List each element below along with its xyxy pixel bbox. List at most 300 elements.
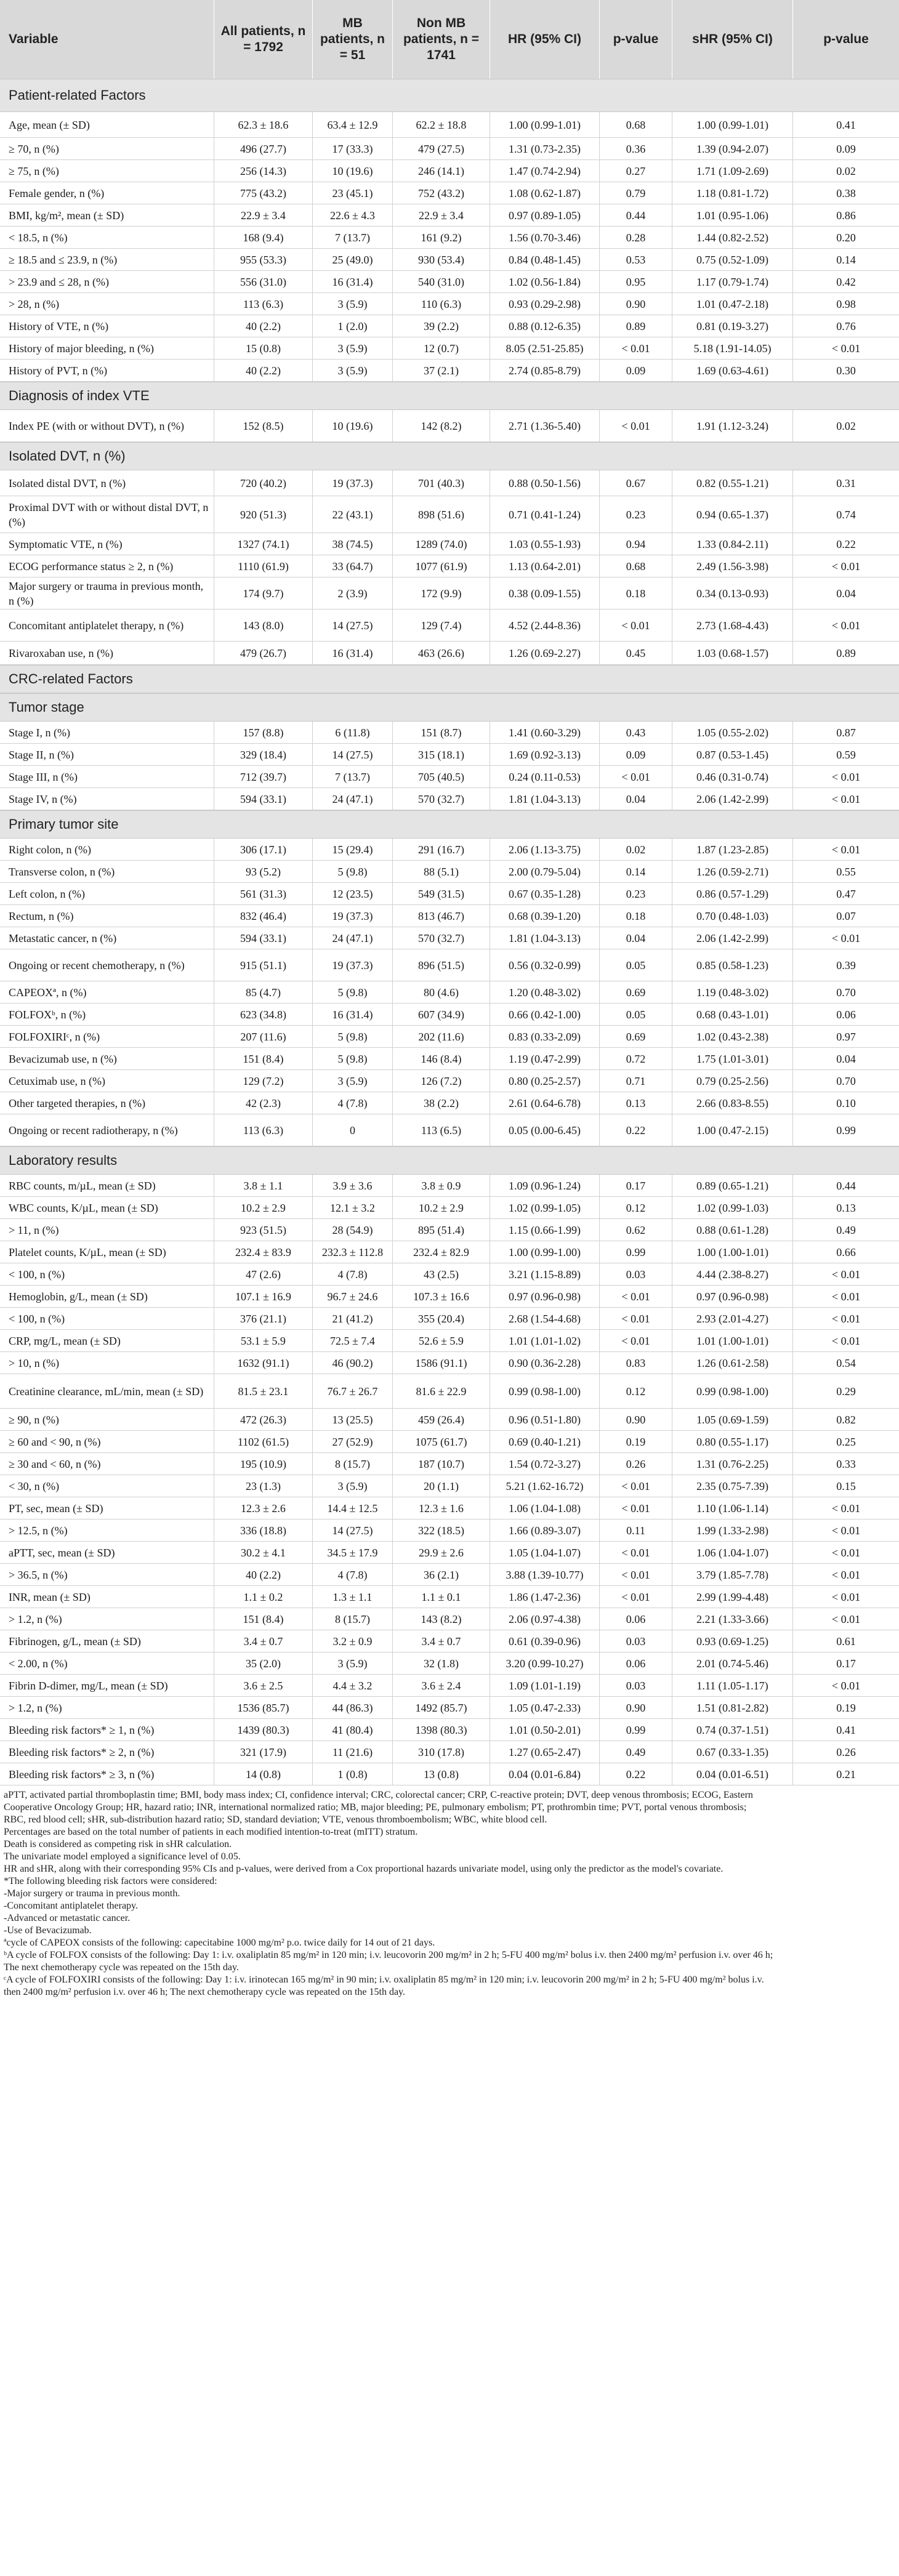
cell-shr-p-value: 0.99 [836, 1124, 856, 1137]
cell-shr-p-value: 0.70 [836, 1074, 856, 1087]
cell-non-mb-patients: 930 (53.4) [393, 249, 490, 270]
table-row [0, 722, 899, 744]
table-row [0, 788, 899, 810]
cell-shr-p-value: < 0.01 [831, 1502, 861, 1515]
cell-all-patients: 168 (9.4) [214, 227, 313, 248]
cell-variable: Other targeted therapies, n (%) [0, 1092, 214, 1114]
cell-variable: Isolated distal DVT, n (%) [0, 470, 214, 496]
cell-mb-patients: 5 (9.8) [313, 981, 393, 1003]
cell-variable: BMI, kg/m², mean (± SD) [0, 204, 214, 226]
cell-non-mb-patients: 1075 (61.7) [393, 1431, 490, 1452]
cell-variable: CRP, mg/L, mean (± SD) [0, 1330, 214, 1351]
cell-all-patients: 1102 (61.5) [214, 1431, 313, 1452]
cell-hr-p-value: < 0.01 [600, 610, 672, 641]
footnote-line: ᶜA cycle of FOLFOXIRI consists of the following: Day 1: i.v. irinotecan 165 mg/m² in 90 min; i.v. oxaliplatin 85 mg/m² in 120 min; i.v. leucovorin 200 mg/m² in 2 h; 5-FU 400 mg/m² bolus i.v. [4, 1974, 764, 1985]
cell-all-patients: 40 (2.2) [214, 360, 313, 381]
cell-shr-p-value: 0.13 [836, 1201, 856, 1214]
cell-hr: 1.47 (0.74-2.94) [490, 160, 600, 182]
table-row [0, 160, 899, 182]
section-header: Primary tumor site [0, 810, 899, 839]
cell-all-patients: 174 (9.7) [214, 578, 313, 609]
cell-mb-patients: 96.7 ± 24.6 [313, 1286, 393, 1307]
table-row [0, 470, 899, 496]
cell-non-mb-patients: 202 (11.6) [393, 1026, 490, 1047]
cell-variable: Proximal DVT with or without distal DVT, n (%) [0, 496, 214, 533]
cell-shr: 1.69 (0.63-4.61) [672, 360, 793, 381]
cell-non-mb-patients: 143 (8.2) [393, 1608, 490, 1630]
cell-hr: 1.81 (1.04-3.13) [490, 927, 600, 949]
cell-variable: Creatinine clearance, mL/min, mean (± SD) [0, 1374, 214, 1408]
cell-variable: Ongoing or recent radiotherapy, n (%) [0, 1114, 214, 1146]
cell-non-mb-patients: 62.2 ± 18.8 [393, 112, 490, 137]
cell-shr-p-value: < 0.01 [831, 1524, 861, 1537]
cell-variable: Rivaroxaban use, n (%) [0, 642, 214, 664]
cell-shr: 2.01 (0.74-5.46) [672, 1652, 793, 1674]
cell-hr: 1.02 (0.56-1.84) [490, 271, 600, 292]
cell-shr: 1.87 (1.23-2.85) [672, 839, 793, 860]
footnote-line: The univariate model employed a significance level of 0.05. [4, 1851, 241, 1862]
table-row [0, 1263, 899, 1286]
cell-hr-p-value: 0.69 [600, 981, 672, 1003]
cell-variable: < 100, n (%) [0, 1263, 214, 1285]
table-row [0, 1719, 899, 1741]
cell-shr: 0.86 (0.57-1.29) [672, 883, 793, 904]
cell-hr-p-value: 0.13 [600, 1092, 672, 1114]
cell-all-patients: 479 (26.7) [214, 642, 313, 664]
cell-hr-p-value: 0.02 [600, 839, 672, 860]
cell-shr: 3.79 (1.85-7.78) [672, 1564, 793, 1585]
cell-variable: < 30, n (%) [0, 1475, 214, 1497]
cell-hr: 4.52 (2.44-8.36) [490, 610, 600, 641]
cell-shr-p-value: < 0.01 [831, 1334, 861, 1347]
cell-variable: INR, mean (± SD) [0, 1586, 214, 1608]
cell-hr: 2.06 (1.13-3.75) [490, 839, 600, 860]
cell-hr-p-value: 0.28 [600, 227, 672, 248]
cell-mb-patients: 14 (27.5) [313, 610, 393, 641]
table-row [0, 138, 899, 160]
cell-shr-p-value: 0.04 [836, 1052, 856, 1065]
cell-shr: 4.44 (2.38-8.27) [672, 1263, 793, 1285]
cell-shr-p-value: < 0.01 [831, 843, 861, 856]
cell-non-mb-patients: 752 (43.2) [393, 182, 490, 204]
cell-hr: 1.09 (1.01-1.19) [490, 1675, 600, 1696]
cell-variable: Metastatic cancer, n (%) [0, 927, 214, 949]
cell-all-patients: 93 (5.2) [214, 861, 313, 882]
cell-hr-p-value: 0.19 [600, 1431, 672, 1452]
cell-shr: 0.82 (0.55-1.21) [672, 470, 793, 496]
cell-shr: 1.02 (0.99-1.03) [672, 1197, 793, 1218]
cell-hr: 1.06 (1.04-1.08) [490, 1497, 600, 1519]
cell-variable: Age, mean (± SD) [0, 112, 214, 137]
cell-variable: Rectum, n (%) [0, 905, 214, 927]
cell-non-mb-patients: 3.4 ± 0.7 [393, 1630, 490, 1652]
cell-mb-patients: 12.1 ± 3.2 [313, 1197, 393, 1218]
cell-hr-p-value: 0.18 [600, 578, 672, 609]
cell-non-mb-patients: 142 (8.2) [393, 410, 490, 441]
cell-hr: 0.93 (0.29-2.98) [490, 293, 600, 315]
cell-mb-patients: 8 (15.7) [313, 1453, 393, 1475]
cell-hr: 0.66 (0.42-1.00) [490, 1004, 600, 1025]
table-row [0, 610, 899, 642]
cell-non-mb-patients: 12.3 ± 1.6 [393, 1497, 490, 1519]
cell-non-mb-patients: 232.4 ± 82.9 [393, 1241, 490, 1263]
cell-non-mb-patients: 607 (34.9) [393, 1004, 490, 1025]
cell-all-patients: 62.3 ± 18.6 [214, 112, 313, 137]
cell-shr: 0.99 (0.98-1.00) [672, 1374, 793, 1408]
table-row [0, 1197, 899, 1219]
cell-shr: 1.11 (1.05-1.17) [672, 1675, 793, 1696]
footnote-line: -Concomitant antiplatelet therapy. [4, 1901, 138, 1911]
cell-mb-patients: 19 (37.3) [313, 470, 393, 496]
table-row [0, 1374, 899, 1409]
cell-hr: 1.08 (0.62-1.87) [490, 182, 600, 204]
cell-shr: 1.26 (0.59-2.71) [672, 861, 793, 882]
table-row [0, 883, 899, 905]
cell-variable: Fibrinogen, g/L, mean (± SD) [0, 1630, 214, 1652]
table-row [0, 1630, 899, 1652]
cell-hr: 0.04 (0.01-6.84) [490, 1763, 600, 1785]
cell-hr-p-value: 0.71 [600, 1070, 672, 1092]
cell-mb-patients: 16 (31.4) [313, 642, 393, 664]
footnote-line: aPTT, activated partial thromboplastin time; BMI, body mass index; CI, confidence interval; CRC, colorectal cancer; CRP, C-reactive protein; DVT, deep venous thrombosis; ECOG, Eastern [4, 1790, 753, 1800]
cell-non-mb-patients: 29.9 ± 2.6 [393, 1542, 490, 1563]
cell-variable: Stage III, n (%) [0, 766, 214, 787]
cell-shr-p-value: 0.14 [836, 253, 856, 266]
table-row [0, 1542, 899, 1564]
cell-variable: < 100, n (%) [0, 1308, 214, 1329]
cell-mb-patients: 1 (0.8) [313, 1763, 393, 1785]
cell-variable: > 1.2, n (%) [0, 1697, 214, 1718]
cell-all-patients: 1.1 ± 0.2 [214, 1586, 313, 1608]
cell-non-mb-patients: 1077 (61.9) [393, 555, 490, 577]
cell-hr-p-value: 0.17 [600, 1175, 672, 1196]
cell-shr: 1.00 (0.47-2.15) [672, 1114, 793, 1146]
cell-non-mb-patients: 107.3 ± 16.6 [393, 1286, 490, 1307]
table-row [0, 1114, 899, 1146]
table-row [0, 1697, 899, 1719]
cell-hr-p-value: 0.26 [600, 1453, 672, 1475]
cell-non-mb-patients: 1.1 ± 0.1 [393, 1586, 490, 1608]
cell-shr: 1.00 (0.99-1.01) [672, 112, 793, 137]
cell-mb-patients: 72.5 ± 7.4 [313, 1330, 393, 1351]
table-row [0, 315, 899, 337]
cell-mb-patients: 14 (27.5) [313, 744, 393, 765]
cell-shr-p-value: < 0.01 [831, 1290, 861, 1303]
cell-shr: 0.87 (0.53-1.45) [672, 744, 793, 765]
cell-variable: ≥ 60 and < 90, n (%) [0, 1431, 214, 1452]
cell-hr: 0.67 (0.35-1.28) [490, 883, 600, 904]
footnote-line: Death is considered as competing risk in sHR calculation. [4, 1839, 232, 1849]
cell-hr-p-value: 0.03 [600, 1675, 672, 1696]
cell-variable: Platelet counts, K/µL, mean (± SD) [0, 1241, 214, 1263]
cell-all-patients: 3.4 ± 0.7 [214, 1630, 313, 1652]
section-header: CRC-related Factors [0, 665, 899, 693]
cell-all-patients: 232.4 ± 83.9 [214, 1241, 313, 1263]
cell-all-patients: 594 (33.1) [214, 927, 313, 949]
cell-shr-p-value: 0.31 [836, 477, 856, 489]
cell-all-patients: 113 (6.3) [214, 293, 313, 315]
cell-non-mb-patients: 37 (2.1) [393, 360, 490, 381]
cell-hr-p-value: 0.36 [600, 138, 672, 159]
table-row [0, 1330, 899, 1352]
cell-non-mb-patients: 80 (4.6) [393, 981, 490, 1003]
cell-mb-patients: 19 (37.3) [313, 949, 393, 981]
cell-all-patients: 85 (4.7) [214, 981, 313, 1003]
cell-shr: 0.89 (0.65-1.21) [672, 1175, 793, 1196]
cell-all-patients: 336 (18.8) [214, 1519, 313, 1541]
cell-hr-p-value: 0.95 [600, 271, 672, 292]
cell-shr: 1.03 (0.68-1.57) [672, 642, 793, 664]
cell-shr-p-value: 0.20 [836, 231, 856, 244]
cell-non-mb-patients: 172 (9.9) [393, 578, 490, 609]
cell-all-patients: 1110 (61.9) [214, 555, 313, 577]
footnote-line: ᵇA cycle of FOLFOX consists of the following: Day 1: i.v. oxaliplatin 85 mg/m² in 120 min; i.v. leucovorin 200 mg/m² in 2 h; 5-FU 400 mg/m² bolus i.v. then 2400 mg/m² perfusion i.v. over 46 h; [4, 1950, 773, 1960]
table-row [0, 1026, 899, 1048]
cell-hr-p-value: 0.04 [600, 927, 672, 949]
cell-mb-patients: 24 (47.1) [313, 927, 393, 949]
cell-variable: ≥ 18.5 and ≤ 23.9, n (%) [0, 249, 214, 270]
cell-shr-p-value: 0.74 [836, 508, 856, 521]
cell-variable: Bleeding risk factors* ≥ 1, n (%) [0, 1719, 214, 1741]
cell-non-mb-patients: 39 (2.2) [393, 315, 490, 337]
cell-non-mb-patients: 549 (31.5) [393, 883, 490, 904]
cell-shr: 1.75 (1.01-3.01) [672, 1048, 793, 1069]
header-shr-p-value: p-value [823, 32, 869, 46]
footnote-line: HR and sHR, along with their corresponding 95% CIs and p-values, were derived from a Cox proportional hazards univariate model, using only the predictor as the model's covariate. [4, 1864, 724, 1874]
cell-hr: 2.61 (0.64-6.78) [490, 1092, 600, 1114]
cell-hr: 1.00 (0.99-1.00) [490, 1241, 600, 1263]
cell-shr: 0.88 (0.61-1.28) [672, 1219, 793, 1241]
cell-mb-patients: 17 (33.3) [313, 138, 393, 159]
cell-hr: 1.09 (0.96-1.24) [490, 1175, 600, 1196]
footnote-line: -Major surgery or trauma in previous month. [4, 1888, 180, 1899]
cell-shr-p-value: 0.22 [836, 537, 856, 550]
table-row [0, 949, 899, 981]
cell-shr-p-value: 0.44 [836, 1179, 856, 1192]
cell-hr-p-value: 0.49 [600, 1741, 672, 1763]
cell-hr: 1.05 (1.04-1.07) [490, 1542, 600, 1563]
cell-non-mb-patients: 88 (5.1) [393, 861, 490, 882]
cell-mb-patients: 23 (45.1) [313, 182, 393, 204]
cell-non-mb-patients: 540 (31.0) [393, 271, 490, 292]
cell-hr-p-value: 0.79 [600, 182, 672, 204]
cell-hr-p-value: 0.03 [600, 1630, 672, 1652]
cell-hr-p-value: 0.22 [600, 1763, 672, 1785]
cell-hr-p-value: < 0.01 [600, 766, 672, 787]
cell-all-patients: 1536 (85.7) [214, 1697, 313, 1718]
cell-variable: FOLFOXᵇ, n (%) [0, 1004, 214, 1025]
cell-all-patients: 40 (2.2) [214, 1564, 313, 1585]
cell-hr-p-value: 0.62 [600, 1219, 672, 1241]
cell-hr-p-value: < 0.01 [600, 1308, 672, 1329]
table-row [0, 1219, 899, 1241]
cell-mb-patients: 11 (21.6) [313, 1741, 393, 1763]
cell-all-patients: 3.8 ± 1.1 [214, 1175, 313, 1196]
cell-mb-patients: 3.2 ± 0.9 [313, 1630, 393, 1652]
cell-shr: 0.81 (0.19-3.27) [672, 315, 793, 337]
cell-all-patients: 15 (0.8) [214, 337, 313, 359]
cell-variable: > 36.5, n (%) [0, 1564, 214, 1585]
cell-shr: 2.06 (1.42-2.99) [672, 788, 793, 810]
cell-mb-patients: 7 (13.7) [313, 227, 393, 248]
cell-hr-p-value: 0.99 [600, 1241, 672, 1263]
cell-mb-patients: 21 (41.2) [313, 1308, 393, 1329]
cell-shr: 0.85 (0.58-1.23) [672, 949, 793, 981]
cell-non-mb-patients: 322 (18.5) [393, 1519, 490, 1541]
cell-non-mb-patients: 291 (16.7) [393, 839, 490, 860]
cell-mb-patients: 19 (37.3) [313, 905, 393, 927]
cell-shr-p-value: 0.15 [836, 1479, 856, 1492]
cell-shr-p-value: 0.41 [836, 1723, 856, 1736]
cell-hr-p-value: 0.23 [600, 496, 672, 533]
cell-all-patients: 42 (2.3) [214, 1092, 313, 1114]
cell-variable: < 18.5, n (%) [0, 227, 214, 248]
table-row [0, 533, 899, 555]
cell-mb-patients: 2 (3.9) [313, 578, 393, 609]
cell-shr: 2.49 (1.56-3.98) [672, 555, 793, 577]
cell-all-patients: 915 (51.1) [214, 949, 313, 981]
cell-mb-patients: 25 (49.0) [313, 249, 393, 270]
cell-shr: 1.33 (0.84-2.11) [672, 533, 793, 555]
cell-all-patients: 53.1 ± 5.9 [214, 1330, 313, 1351]
cell-non-mb-patients: 20 (1.1) [393, 1475, 490, 1497]
table-row [0, 1763, 899, 1785]
cell-all-patients: 129 (7.2) [214, 1070, 313, 1092]
cell-mb-patients: 14 (27.5) [313, 1519, 393, 1541]
cell-hr-p-value: < 0.01 [600, 1497, 672, 1519]
cell-shr: 1.06 (1.04-1.07) [672, 1542, 793, 1563]
footnote-line: RBC, red blood cell; sHR, sub-distribution hazard ratio; SD, standard deviation; VTE, venous thromboembolism; WBC, white blood cell. [4, 1814, 547, 1825]
cell-mb-patients: 3 (5.9) [313, 337, 393, 359]
cell-mb-patients: 24 (47.1) [313, 788, 393, 810]
cell-hr-p-value: 0.89 [600, 315, 672, 337]
cell-shr-p-value: 0.10 [836, 1097, 856, 1109]
cell-shr-p-value: < 0.01 [831, 1312, 861, 1325]
table-row [0, 1092, 899, 1114]
cell-hr-p-value: 0.06 [600, 1608, 672, 1630]
cell-hr-p-value: 0.72 [600, 1048, 672, 1069]
cell-hr-p-value: 0.83 [600, 1352, 672, 1374]
cell-hr-p-value: 0.14 [600, 861, 672, 882]
table-row [0, 642, 899, 665]
cell-all-patients: 923 (51.5) [214, 1219, 313, 1241]
cell-shr: 1.10 (1.06-1.14) [672, 1497, 793, 1519]
table-row [0, 744, 899, 766]
cell-all-patients: 10.2 ± 2.9 [214, 1197, 313, 1218]
cell-hr: 1.86 (1.47-2.36) [490, 1586, 600, 1608]
cell-hr: 1.31 (0.73-2.35) [490, 138, 600, 159]
section-header: Isolated DVT, n (%) [0, 442, 899, 470]
table-row [0, 204, 899, 227]
cell-shr: 0.68 (0.43-1.01) [672, 1004, 793, 1025]
cell-hr-p-value: 0.99 [600, 1719, 672, 1741]
cell-mb-patients: 5 (9.8) [313, 1048, 393, 1069]
cell-shr-p-value: 0.39 [836, 959, 856, 972]
cell-hr-p-value: 0.04 [600, 788, 672, 810]
cell-shr: 0.67 (0.33-1.35) [672, 1741, 793, 1763]
cell-variable: RBC counts, m/µL, mean (± SD) [0, 1175, 214, 1196]
cell-hr: 1.27 (0.65-2.47) [490, 1741, 600, 1763]
cell-mb-patients: 22 (43.1) [313, 496, 393, 533]
table-row [0, 555, 899, 578]
cell-shr-p-value: < 0.01 [831, 1612, 861, 1625]
cell-shr-p-value: 0.47 [836, 887, 856, 900]
table-row [0, 112, 899, 138]
section-header: Diagnosis of index VTE [0, 382, 899, 410]
cell-mb-patients: 3.9 ± 3.6 [313, 1175, 393, 1196]
cell-mb-patients: 5 (9.8) [313, 861, 393, 882]
header-hr-p-value: p-value [600, 0, 672, 79]
cell-hr-p-value: 0.90 [600, 1697, 672, 1718]
cell-non-mb-patients: 3.6 ± 2.4 [393, 1675, 490, 1696]
cell-all-patients: 712 (39.7) [214, 766, 313, 787]
cell-shr-p-value: 0.06 [836, 1008, 856, 1021]
cell-shr: 0.34 (0.13-0.93) [672, 578, 793, 609]
cell-hr-p-value: 0.11 [600, 1519, 672, 1541]
cell-shr-p-value: 0.49 [836, 1223, 856, 1236]
cell-hr: 1.56 (0.70-3.46) [490, 227, 600, 248]
cell-hr-p-value: 0.44 [600, 204, 672, 226]
cell-hr-p-value: < 0.01 [600, 1330, 672, 1351]
footnote-line: then 2400 mg/m² perfusion i.v. over 46 h; The next chemotherapy cycle was repeated on the 15th day. [4, 1987, 406, 1997]
cell-variable: Stage IV, n (%) [0, 788, 214, 810]
cell-hr-p-value: 0.67 [600, 470, 672, 496]
cell-non-mb-patients: 12 (0.7) [393, 337, 490, 359]
table-row [0, 861, 899, 883]
cell-variable: Stage II, n (%) [0, 744, 214, 765]
table-row [0, 1564, 899, 1586]
cell-variable: History of VTE, n (%) [0, 315, 214, 337]
table-row [0, 1675, 899, 1697]
cell-shr-p-value: < 0.01 [831, 560, 861, 573]
cell-variable: > 12.5, n (%) [0, 1519, 214, 1541]
cell-shr: 1.19 (0.48-3.02) [672, 981, 793, 1003]
cell-hr-p-value: 0.18 [600, 905, 672, 927]
cell-shr: 2.21 (1.33-3.66) [672, 1608, 793, 1630]
cell-all-patients: 321 (17.9) [214, 1741, 313, 1763]
cell-shr-p-value: < 0.01 [831, 1590, 861, 1603]
cell-mb-patients: 6 (11.8) [313, 722, 393, 743]
cell-all-patients: 376 (21.1) [214, 1308, 313, 1329]
cell-hr: 1.03 (0.55-1.93) [490, 533, 600, 555]
header-mb-patients: MB patients, n = 51 [313, 0, 393, 79]
cell-shr: 0.93 (0.69-1.25) [672, 1630, 793, 1652]
table-row [0, 360, 899, 382]
cell-mb-patients: 76.7 ± 26.7 [313, 1374, 393, 1408]
cell-variable: FOLFOXIRIᶜ, n (%) [0, 1026, 214, 1047]
cell-variable: Bevacizumab use, n (%) [0, 1048, 214, 1069]
cell-mb-patients: 13 (25.5) [313, 1409, 393, 1430]
cell-shr-p-value: 0.02 [836, 164, 856, 177]
cell-hr: 1.01 (0.50-2.01) [490, 1719, 600, 1741]
cell-hr: 1.05 (0.47-2.33) [490, 1697, 600, 1718]
table-row [0, 1497, 899, 1519]
cell-mb-patients: 4 (7.8) [313, 1092, 393, 1114]
cell-variable: Left colon, n (%) [0, 883, 214, 904]
cell-hr: 3.21 (1.15-8.89) [490, 1263, 600, 1285]
cell-non-mb-patients: 43 (2.5) [393, 1263, 490, 1285]
cell-non-mb-patients: 463 (26.6) [393, 642, 490, 664]
cell-shr-p-value: 0.02 [836, 419, 856, 432]
cell-hr-p-value: < 0.01 [600, 1586, 672, 1608]
cell-non-mb-patients: 1289 (74.0) [393, 533, 490, 555]
cell-mb-patients: 22.6 ± 4.3 [313, 204, 393, 226]
cell-hr-p-value: 0.45 [600, 642, 672, 664]
cell-shr: 1.44 (0.82-2.52) [672, 227, 793, 248]
cell-shr: 2.93 (2.01-4.27) [672, 1308, 793, 1329]
cell-non-mb-patients: 570 (32.7) [393, 927, 490, 949]
header-shr: sHR (95% CI) [672, 0, 793, 79]
